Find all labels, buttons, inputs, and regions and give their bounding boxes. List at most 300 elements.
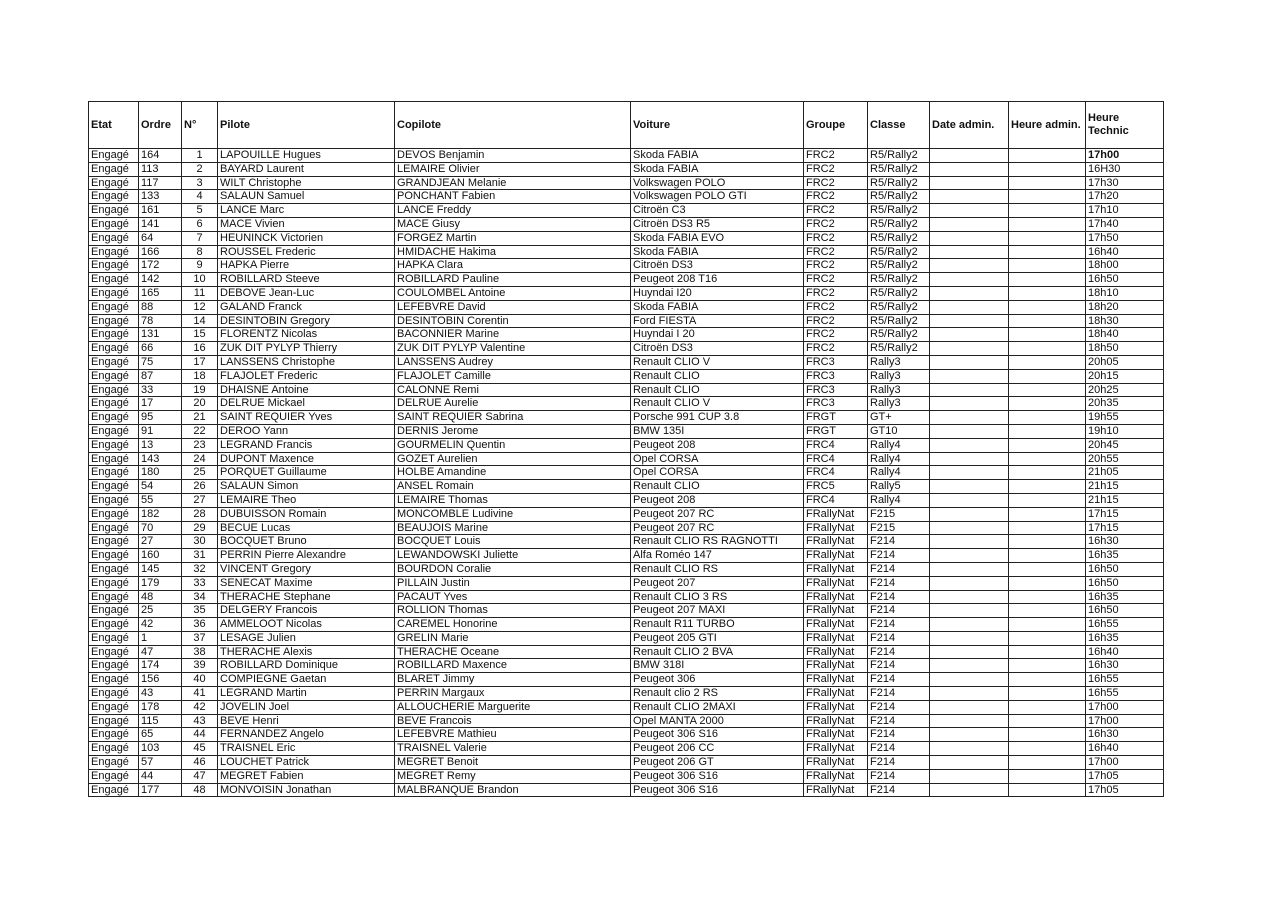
cell-ordre: 115: [139, 714, 182, 728]
cell-voiture: Renault CLIO: [631, 369, 804, 383]
cell-heure-admin: [1009, 742, 1086, 756]
cell-ordre: 180: [139, 466, 182, 480]
table-row: [89, 342, 1164, 356]
cell-date-admin: [930, 535, 1009, 549]
cell-groupe: FRC2: [804, 217, 868, 231]
cell-ordre: 165: [139, 286, 182, 300]
cell-copilote: MEGRET Benoit: [395, 756, 631, 770]
cell-voiture: Renault R11 TURBO: [631, 618, 804, 632]
cell-ordre: 166: [139, 245, 182, 259]
cell-heure-technic: 16h50: [1086, 562, 1164, 576]
cell-pilote: ROBILLARD Dominique: [218, 659, 395, 673]
cell-classe: R5/Rally2: [868, 217, 930, 231]
cell-ordre: 91: [139, 424, 182, 438]
cell-pilote: THERACHE Alexis: [218, 645, 395, 659]
cell-copilote: LEWANDOWSKI Juliette: [395, 549, 631, 563]
cell-classe: F214: [868, 742, 930, 756]
table-row: [89, 618, 1164, 632]
header-heure-technic: [1086, 102, 1164, 149]
table-row: [89, 687, 1164, 701]
cell-etat: Engagé: [89, 480, 139, 494]
cell-date-admin: [930, 328, 1009, 342]
cell-etat: Engagé: [89, 438, 139, 452]
cell-heure-technic: 21h05: [1086, 466, 1164, 480]
header-numero: N°: [182, 102, 218, 149]
cell-copilote: DESINTOBIN Corentin: [395, 314, 631, 328]
cell-classe: F214: [868, 659, 930, 673]
table-row: [89, 424, 1164, 438]
cell-etat: Engagé: [89, 769, 139, 783]
cell-copilote: DEVOS Benjamin: [395, 149, 631, 163]
cell-date-admin: [930, 286, 1009, 300]
cell-copilote: BEVE Francois: [395, 714, 631, 728]
cell-voiture: Peugeot 205 GTI: [631, 631, 804, 645]
cell-voiture: Peugeot 206 CC: [631, 742, 804, 756]
cell-date-admin: [930, 397, 1009, 411]
cell-numero: 48: [182, 783, 218, 797]
cell-date-admin: [930, 769, 1009, 783]
table-row: [89, 397, 1164, 411]
cell-pilote: TRAISNEL Eric: [218, 742, 395, 756]
cell-numero: 32: [182, 562, 218, 576]
cell-classe: F214: [868, 769, 930, 783]
cell-ordre: 33: [139, 383, 182, 397]
cell-ordre: 66: [139, 342, 182, 356]
cell-ordre: 103: [139, 742, 182, 756]
cell-date-admin: [930, 162, 1009, 176]
cell-etat: Engagé: [89, 273, 139, 287]
cell-ordre: 133: [139, 190, 182, 204]
cell-ordre: 182: [139, 507, 182, 521]
cell-voiture: Renault CLIO 2MAXI: [631, 700, 804, 714]
cell-classe: Rally3: [868, 383, 930, 397]
cell-pilote: MACE Vivien: [218, 217, 395, 231]
header-classe: Classe: [868, 102, 930, 149]
cell-date-admin: [930, 631, 1009, 645]
cell-numero: 25: [182, 466, 218, 480]
cell-heure-admin: [1009, 190, 1086, 204]
cell-heure-admin: [1009, 259, 1086, 273]
cell-groupe: FRC2: [804, 314, 868, 328]
cell-etat: Engagé: [89, 659, 139, 673]
cell-pilote: BEVE Henri: [218, 714, 395, 728]
table-row: [89, 438, 1164, 452]
cell-heure-technic: 17h10: [1086, 204, 1164, 218]
table-row: [89, 204, 1164, 218]
cell-copilote: BLARET Jimmy: [395, 673, 631, 687]
cell-date-admin: [930, 452, 1009, 466]
cell-etat: Engagé: [89, 328, 139, 342]
cell-ordre: 178: [139, 700, 182, 714]
cell-etat: Engagé: [89, 576, 139, 590]
cell-pilote: JOVELIN Joel: [218, 700, 395, 714]
cell-classe: R5/Rally2: [868, 273, 930, 287]
cell-heure-technic: 18h00: [1086, 259, 1164, 273]
cell-heure-admin: [1009, 438, 1086, 452]
table-row: [89, 245, 1164, 259]
cell-date-admin: [930, 700, 1009, 714]
cell-heure-technic: 17h00: [1086, 714, 1164, 728]
cell-etat: Engagé: [89, 493, 139, 507]
cell-groupe: FRallyNat: [804, 590, 868, 604]
cell-voiture: Peugeot 207 RC: [631, 521, 804, 535]
cell-pilote: DEROO Yann: [218, 424, 395, 438]
table-row: [89, 328, 1164, 342]
cell-date-admin: [930, 549, 1009, 563]
cell-etat: Engagé: [89, 217, 139, 231]
cell-date-admin: [930, 645, 1009, 659]
cell-copilote: LEMAIRE Thomas: [395, 493, 631, 507]
cell-classe: F215: [868, 507, 930, 521]
cell-date-admin: [930, 217, 1009, 231]
cell-numero: 24: [182, 452, 218, 466]
cell-copilote: LANCE Freddy: [395, 204, 631, 218]
cell-classe: Rally4: [868, 493, 930, 507]
cell-voiture: Citroën DS3 R5: [631, 217, 804, 231]
cell-voiture: Volkswagen POLO GTI: [631, 190, 804, 204]
cell-voiture: Peugeot 306 S16: [631, 769, 804, 783]
cell-heure-admin: [1009, 700, 1086, 714]
table-row: [89, 728, 1164, 742]
cell-copilote: TRAISNEL Valerie: [395, 742, 631, 756]
cell-heure-admin: [1009, 231, 1086, 245]
cell-copilote: CALONNE Remi: [395, 383, 631, 397]
cell-copilote: FORGEZ Martin: [395, 231, 631, 245]
cell-etat: Engagé: [89, 452, 139, 466]
cell-etat: Engagé: [89, 204, 139, 218]
cell-pilote: HAPKA Pierre: [218, 259, 395, 273]
cell-heure-admin: [1009, 535, 1086, 549]
cell-heure-admin: [1009, 576, 1086, 590]
cell-copilote: MALBRANQUE Brandon: [395, 783, 631, 797]
cell-date-admin: [930, 204, 1009, 218]
cell-numero: 8: [182, 245, 218, 259]
cell-etat: Engagé: [89, 259, 139, 273]
cell-etat: Engagé: [89, 383, 139, 397]
cell-etat: Engagé: [89, 618, 139, 632]
cell-copilote: GRELIN Marie: [395, 631, 631, 645]
cell-date-admin: [930, 618, 1009, 632]
cell-date-admin: [930, 176, 1009, 190]
cell-etat: Engagé: [89, 245, 139, 259]
cell-pilote: LANSSENS Christophe: [218, 355, 395, 369]
cell-pilote: LAPOUILLE Hugues: [218, 149, 395, 163]
cell-pilote: GALAND Franck: [218, 300, 395, 314]
cell-ordre: 88: [139, 300, 182, 314]
cell-numero: 10: [182, 273, 218, 287]
cell-etat: Engagé: [89, 369, 139, 383]
cell-groupe: FRC4: [804, 493, 868, 507]
cell-numero: 44: [182, 728, 218, 742]
cell-groupe: FRallyNat: [804, 783, 868, 797]
cell-etat: Engagé: [89, 507, 139, 521]
cell-heure-admin: [1009, 411, 1086, 425]
table-row: [89, 645, 1164, 659]
cell-copilote: ALLOUCHERIE Marguerite: [395, 700, 631, 714]
cell-ordre: 64: [139, 231, 182, 245]
cell-numero: 45: [182, 742, 218, 756]
cell-numero: 7: [182, 231, 218, 245]
cell-date-admin: [930, 411, 1009, 425]
cell-copilote: COULOMBEL Antoine: [395, 286, 631, 300]
cell-classe: R5/Rally2: [868, 300, 930, 314]
cell-groupe: FRC2: [804, 149, 868, 163]
cell-pilote: FLORENTZ Nicolas: [218, 328, 395, 342]
header-etat: Etat: [89, 102, 139, 149]
cell-heure-technic: 17h20: [1086, 190, 1164, 204]
cell-groupe: FRC2: [804, 259, 868, 273]
cell-copilote: DERNIS Jerome: [395, 424, 631, 438]
cell-numero: 27: [182, 493, 218, 507]
table-row: [89, 673, 1164, 687]
cell-ordre: 142: [139, 273, 182, 287]
cell-heure-admin: [1009, 659, 1086, 673]
cell-copilote: PILLAIN Justin: [395, 576, 631, 590]
cell-voiture: Renault CLIO V: [631, 397, 804, 411]
cell-etat: Engagé: [89, 714, 139, 728]
cell-ordre: 172: [139, 259, 182, 273]
cell-voiture: Alfa Roméo 147: [631, 549, 804, 563]
cell-voiture: Volkswagen POLO: [631, 176, 804, 190]
cell-date-admin: [930, 259, 1009, 273]
cell-copilote: MACE Giusy: [395, 217, 631, 231]
cell-numero: 33: [182, 576, 218, 590]
cell-ordre: 174: [139, 659, 182, 673]
cell-heure-technic: 17h50: [1086, 231, 1164, 245]
cell-date-admin: [930, 231, 1009, 245]
cell-heure-technic: 16h30: [1086, 659, 1164, 673]
cell-classe: Rally4: [868, 466, 930, 480]
cell-heure-technic: 19h10: [1086, 424, 1164, 438]
cell-heure-admin: [1009, 369, 1086, 383]
cell-heure-technic: 21h15: [1086, 493, 1164, 507]
cell-etat: Engagé: [89, 742, 139, 756]
header-pilote: Pilote: [218, 102, 395, 149]
cell-ordre: 95: [139, 411, 182, 425]
cell-voiture: Peugeot 207 MAXI: [631, 604, 804, 618]
cell-groupe: FRC4: [804, 452, 868, 466]
cell-heure-admin: [1009, 687, 1086, 701]
cell-classe: GT10: [868, 424, 930, 438]
cell-date-admin: [930, 756, 1009, 770]
cell-heure-admin: [1009, 480, 1086, 494]
cell-heure-technic: 17h15: [1086, 507, 1164, 521]
cell-voiture: Skoda FABIA: [631, 300, 804, 314]
cell-numero: 34: [182, 590, 218, 604]
cell-heure-admin: [1009, 549, 1086, 563]
cell-heure-technic: 16h35: [1086, 590, 1164, 604]
header-voiture: Voiture: [631, 102, 804, 149]
cell-heure-admin: [1009, 604, 1086, 618]
table-row: [89, 176, 1164, 190]
cell-numero: 1: [182, 149, 218, 163]
cell-voiture: Opel MANTA 2000: [631, 714, 804, 728]
cell-classe: R5/Rally2: [868, 286, 930, 300]
cell-ordre: 65: [139, 728, 182, 742]
cell-ordre: 164: [139, 149, 182, 163]
cell-ordre: 141: [139, 217, 182, 231]
cell-heure-technic: 17h30: [1086, 176, 1164, 190]
cell-copilote: GRANDJEAN Melanie: [395, 176, 631, 190]
cell-pilote: PORQUET Guillaume: [218, 466, 395, 480]
cell-copilote: HOLBE Amandine: [395, 466, 631, 480]
table-row: [89, 190, 1164, 204]
cell-pilote: ROBILLARD Steeve: [218, 273, 395, 287]
cell-classe: F214: [868, 687, 930, 701]
cell-voiture: Opel CORSA: [631, 466, 804, 480]
cell-voiture: Peugeot 306 S16: [631, 728, 804, 742]
cell-numero: 5: [182, 204, 218, 218]
cell-heure-admin: [1009, 783, 1086, 797]
cell-voiture: Peugeot 208 T16: [631, 273, 804, 287]
table-row: [89, 411, 1164, 425]
cell-voiture: Peugeot 208: [631, 493, 804, 507]
header-date-admin: Date admin.: [930, 102, 1009, 149]
cell-etat: Engagé: [89, 756, 139, 770]
cell-numero: 47: [182, 769, 218, 783]
cell-numero: 22: [182, 424, 218, 438]
cell-etat: Engagé: [89, 687, 139, 701]
cell-voiture: Renault CLIO: [631, 480, 804, 494]
cell-classe: F215: [868, 521, 930, 535]
cell-heure-admin: [1009, 521, 1086, 535]
cell-heure-technic: 17h00: [1086, 700, 1164, 714]
cell-heure-technic: 16h55: [1086, 618, 1164, 632]
cell-classe: Rally3: [868, 397, 930, 411]
cell-voiture: Renault clio 2 RS: [631, 687, 804, 701]
cell-ordre: 27: [139, 535, 182, 549]
table-row: [89, 769, 1164, 783]
cell-etat: Engagé: [89, 728, 139, 742]
cell-etat: Engagé: [89, 231, 139, 245]
cell-etat: Engagé: [89, 424, 139, 438]
header-heure-admin: Heure admin.: [1009, 102, 1086, 149]
cell-heure-admin: [1009, 355, 1086, 369]
cell-copilote: ROBILLARD Maxence: [395, 659, 631, 673]
table-row: [89, 604, 1164, 618]
cell-numero: 40: [182, 673, 218, 687]
cell-numero: 21: [182, 411, 218, 425]
cell-heure-admin: [1009, 300, 1086, 314]
cell-ordre: 54: [139, 480, 182, 494]
cell-heure-admin: [1009, 217, 1086, 231]
cell-voiture: BMW 135I: [631, 424, 804, 438]
cell-groupe: FRGT: [804, 424, 868, 438]
cell-pilote: PERRIN Pierre Alexandre: [218, 549, 395, 563]
cell-groupe: FRC2: [804, 245, 868, 259]
cell-voiture: Huyndai I20: [631, 286, 804, 300]
cell-voiture: Renault CLIO 2 BVA: [631, 645, 804, 659]
cell-pilote: VINCENT Gregory: [218, 562, 395, 576]
table-row: [89, 507, 1164, 521]
cell-voiture: Renault CLIO 3 RS: [631, 590, 804, 604]
cell-voiture: Skoda FABIA: [631, 162, 804, 176]
cell-voiture: BMW 318I: [631, 659, 804, 673]
cell-etat: Engagé: [89, 783, 139, 797]
cell-numero: 35: [182, 604, 218, 618]
cell-pilote: LEMAIRE Theo: [218, 493, 395, 507]
cell-heure-technic: 20h05: [1086, 355, 1164, 369]
cell-heure-technic: 18h20: [1086, 300, 1164, 314]
cell-heure-technic: 16h55: [1086, 673, 1164, 687]
cell-numero: 42: [182, 700, 218, 714]
cell-groupe: FRallyNat: [804, 521, 868, 535]
cell-ordre: 156: [139, 673, 182, 687]
cell-classe: Rally3: [868, 369, 930, 383]
cell-pilote: DELRUE Mickael: [218, 397, 395, 411]
cell-voiture: Renault CLIO: [631, 383, 804, 397]
cell-groupe: FRallyNat: [804, 769, 868, 783]
cell-ordre: 145: [139, 562, 182, 576]
cell-classe: Rally5: [868, 480, 930, 494]
cell-date-admin: [930, 562, 1009, 576]
cell-classe: R5/Rally2: [868, 176, 930, 190]
cell-pilote: FERNANDEZ Angelo: [218, 728, 395, 742]
cell-etat: Engagé: [89, 604, 139, 618]
table-row: [89, 714, 1164, 728]
cell-heure-technic: 18h50: [1086, 342, 1164, 356]
cell-voiture: Renault CLIO V: [631, 355, 804, 369]
cell-date-admin: [930, 493, 1009, 507]
cell-heure-technic: 18h30: [1086, 314, 1164, 328]
cell-numero: 37: [182, 631, 218, 645]
cell-heure-technic: 20h15: [1086, 369, 1164, 383]
entry-list-table: [88, 101, 1164, 797]
cell-groupe: FRC2: [804, 300, 868, 314]
cell-copilote: LANSSENS Audrey: [395, 355, 631, 369]
cell-classe: R5/Rally2: [868, 245, 930, 259]
cell-heure-admin: [1009, 286, 1086, 300]
cell-groupe: FRC2: [804, 342, 868, 356]
cell-copilote: HAPKA Clara: [395, 259, 631, 273]
cell-ordre: 78: [139, 314, 182, 328]
cell-heure-technic: 16h40: [1086, 645, 1164, 659]
table-row: [89, 314, 1164, 328]
cell-classe: F214: [868, 728, 930, 742]
cell-heure-admin: [1009, 631, 1086, 645]
cell-etat: Engagé: [89, 549, 139, 563]
cell-etat: Engagé: [89, 300, 139, 314]
cell-heure-admin: [1009, 769, 1086, 783]
cell-etat: Engagé: [89, 631, 139, 645]
cell-groupe: FRallyNat: [804, 714, 868, 728]
table-row: [89, 259, 1164, 273]
cell-date-admin: [930, 190, 1009, 204]
cell-heure-technic: 16h40: [1086, 742, 1164, 756]
cell-groupe: FRallyNat: [804, 673, 868, 687]
cell-groupe: FRC2: [804, 273, 868, 287]
cell-ordre: 42: [139, 618, 182, 632]
table-row: [89, 521, 1164, 535]
cell-groupe: FRallyNat: [804, 645, 868, 659]
cell-copilote: DELRUE Aurelie: [395, 397, 631, 411]
cell-ordre: 70: [139, 521, 182, 535]
cell-ordre: 131: [139, 328, 182, 342]
cell-etat: Engagé: [89, 190, 139, 204]
cell-numero: 20: [182, 397, 218, 411]
cell-ordre: 113: [139, 162, 182, 176]
cell-date-admin: [930, 424, 1009, 438]
cell-groupe: FRallyNat: [804, 576, 868, 590]
cell-heure-admin: [1009, 673, 1086, 687]
cell-heure-admin: [1009, 728, 1086, 742]
cell-voiture: Skoda FABIA: [631, 245, 804, 259]
table-row: [89, 383, 1164, 397]
cell-copilote: MEGRET Remy: [395, 769, 631, 783]
cell-etat: Engagé: [89, 466, 139, 480]
cell-groupe: FRC4: [804, 466, 868, 480]
cell-classe: R5/Rally2: [868, 314, 930, 328]
